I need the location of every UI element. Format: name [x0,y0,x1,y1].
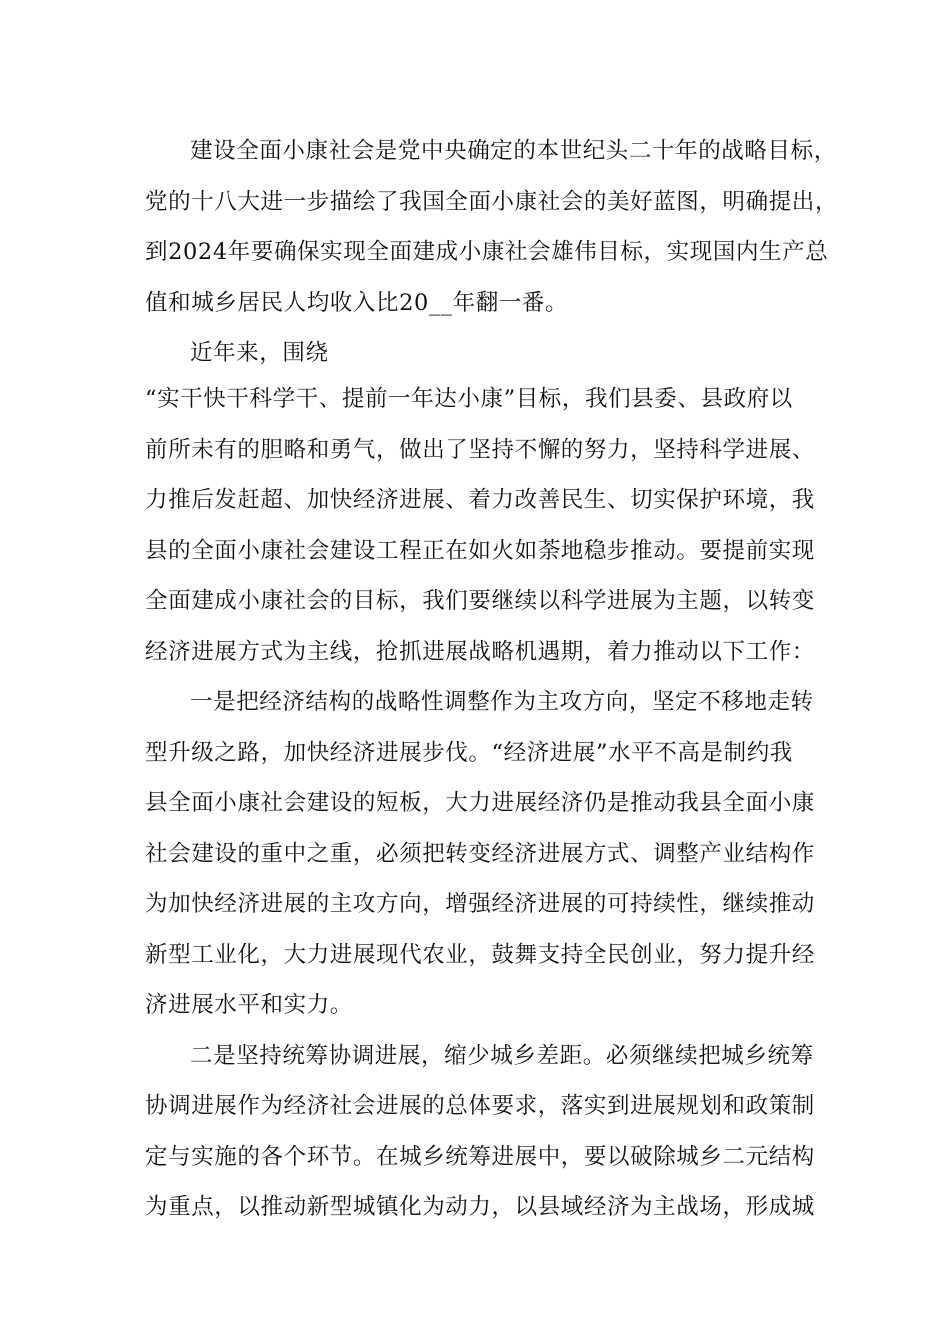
paragraph-3-line-2: 型升级之路，加快经济进展步伐。“经济进展”水平不高是制约我 [145,740,793,766]
paragraph-3-line-6: 新型工业化，大力进展现代农业，鼓舞支持全民创业，努力提升经 [145,942,815,968]
paragraph-4-line-3: 定与实施的各个环节。在城乡统筹进展中，要以破除城乡二元结构 [145,1144,815,1170]
paragraph-1-line-4: 值和城乡居民人均收入比20__年翻一番。 [145,290,569,316]
paragraph-3-line-7: 济进展水平和实力。 [145,992,353,1018]
paragraph-2-line-4: 力推后发赶超、加快经济进展、着力改善民生、切实保护环境，我 [145,487,815,513]
paragraph-2-line-3: 前所未有的胆略和勇气，做出了坚持不懈的努力，坚持科学进展、 [145,437,815,463]
paragraph-3-line-4: 社会建设的重中之重，必须把转变经济进展方式、调整产业结构作 [145,841,815,867]
paragraph-2-line-6: 全面建成小康社会的目标，我们要继续以科学进展为主题，以转变 [145,588,815,614]
paragraph-2-line-5: 县的全面小康社会建设工程正在如火如荼地稳步推动。要提前实现 [145,538,815,564]
paragraph-2-line-2: “实干快干科学干、提前一年达小康”目标，我们县委、县政府以 [145,386,793,412]
paragraph-3-line-1: 一是把经济结构的战略性调整作为主攻方向，坚定不移地走转 [190,689,814,715]
paragraph-1-line-1: 建设全面小康社会是党中央确定的本世纪头二十年的战略目标， [190,138,837,164]
paragraph-4-line-2: 协调进展作为经济社会进展的总体要求，落实到进展规划和政策制 [145,1093,815,1119]
paragraph-1-line-2: 党的十八大进一步描绘了我国全面小康社会的美好蓝图，明确提出， [145,189,839,215]
paragraph-3-line-5: 为加快经济进展的主攻方向，增强经济进展的可持续性，继续推动 [145,891,815,917]
paragraph-2-line-1: 近年来，围绕 [190,340,329,366]
paragraph-4-line-4: 为重点，以推动新型城镇化为动力，以县域经济为主战场，形成城 [145,1194,815,1220]
paragraph-4-line-1: 二是坚持统筹协调进展，缩少城乡差距。必须继续把城乡统筹 [190,1043,814,1069]
paragraph-2-line-7: 经济进展方式为主线，抢抓进展战略机遇期，着力推动以下工作： [145,639,815,665]
paragraph-1-line-3: 到2024年要确保实现全面建成小康社会雄伟目标，实现国内生产总 [145,239,829,265]
paragraph-3-line-3: 县全面小康社会建设的短板，大力进展经济仍是推动我县全面小康 [145,790,815,816]
